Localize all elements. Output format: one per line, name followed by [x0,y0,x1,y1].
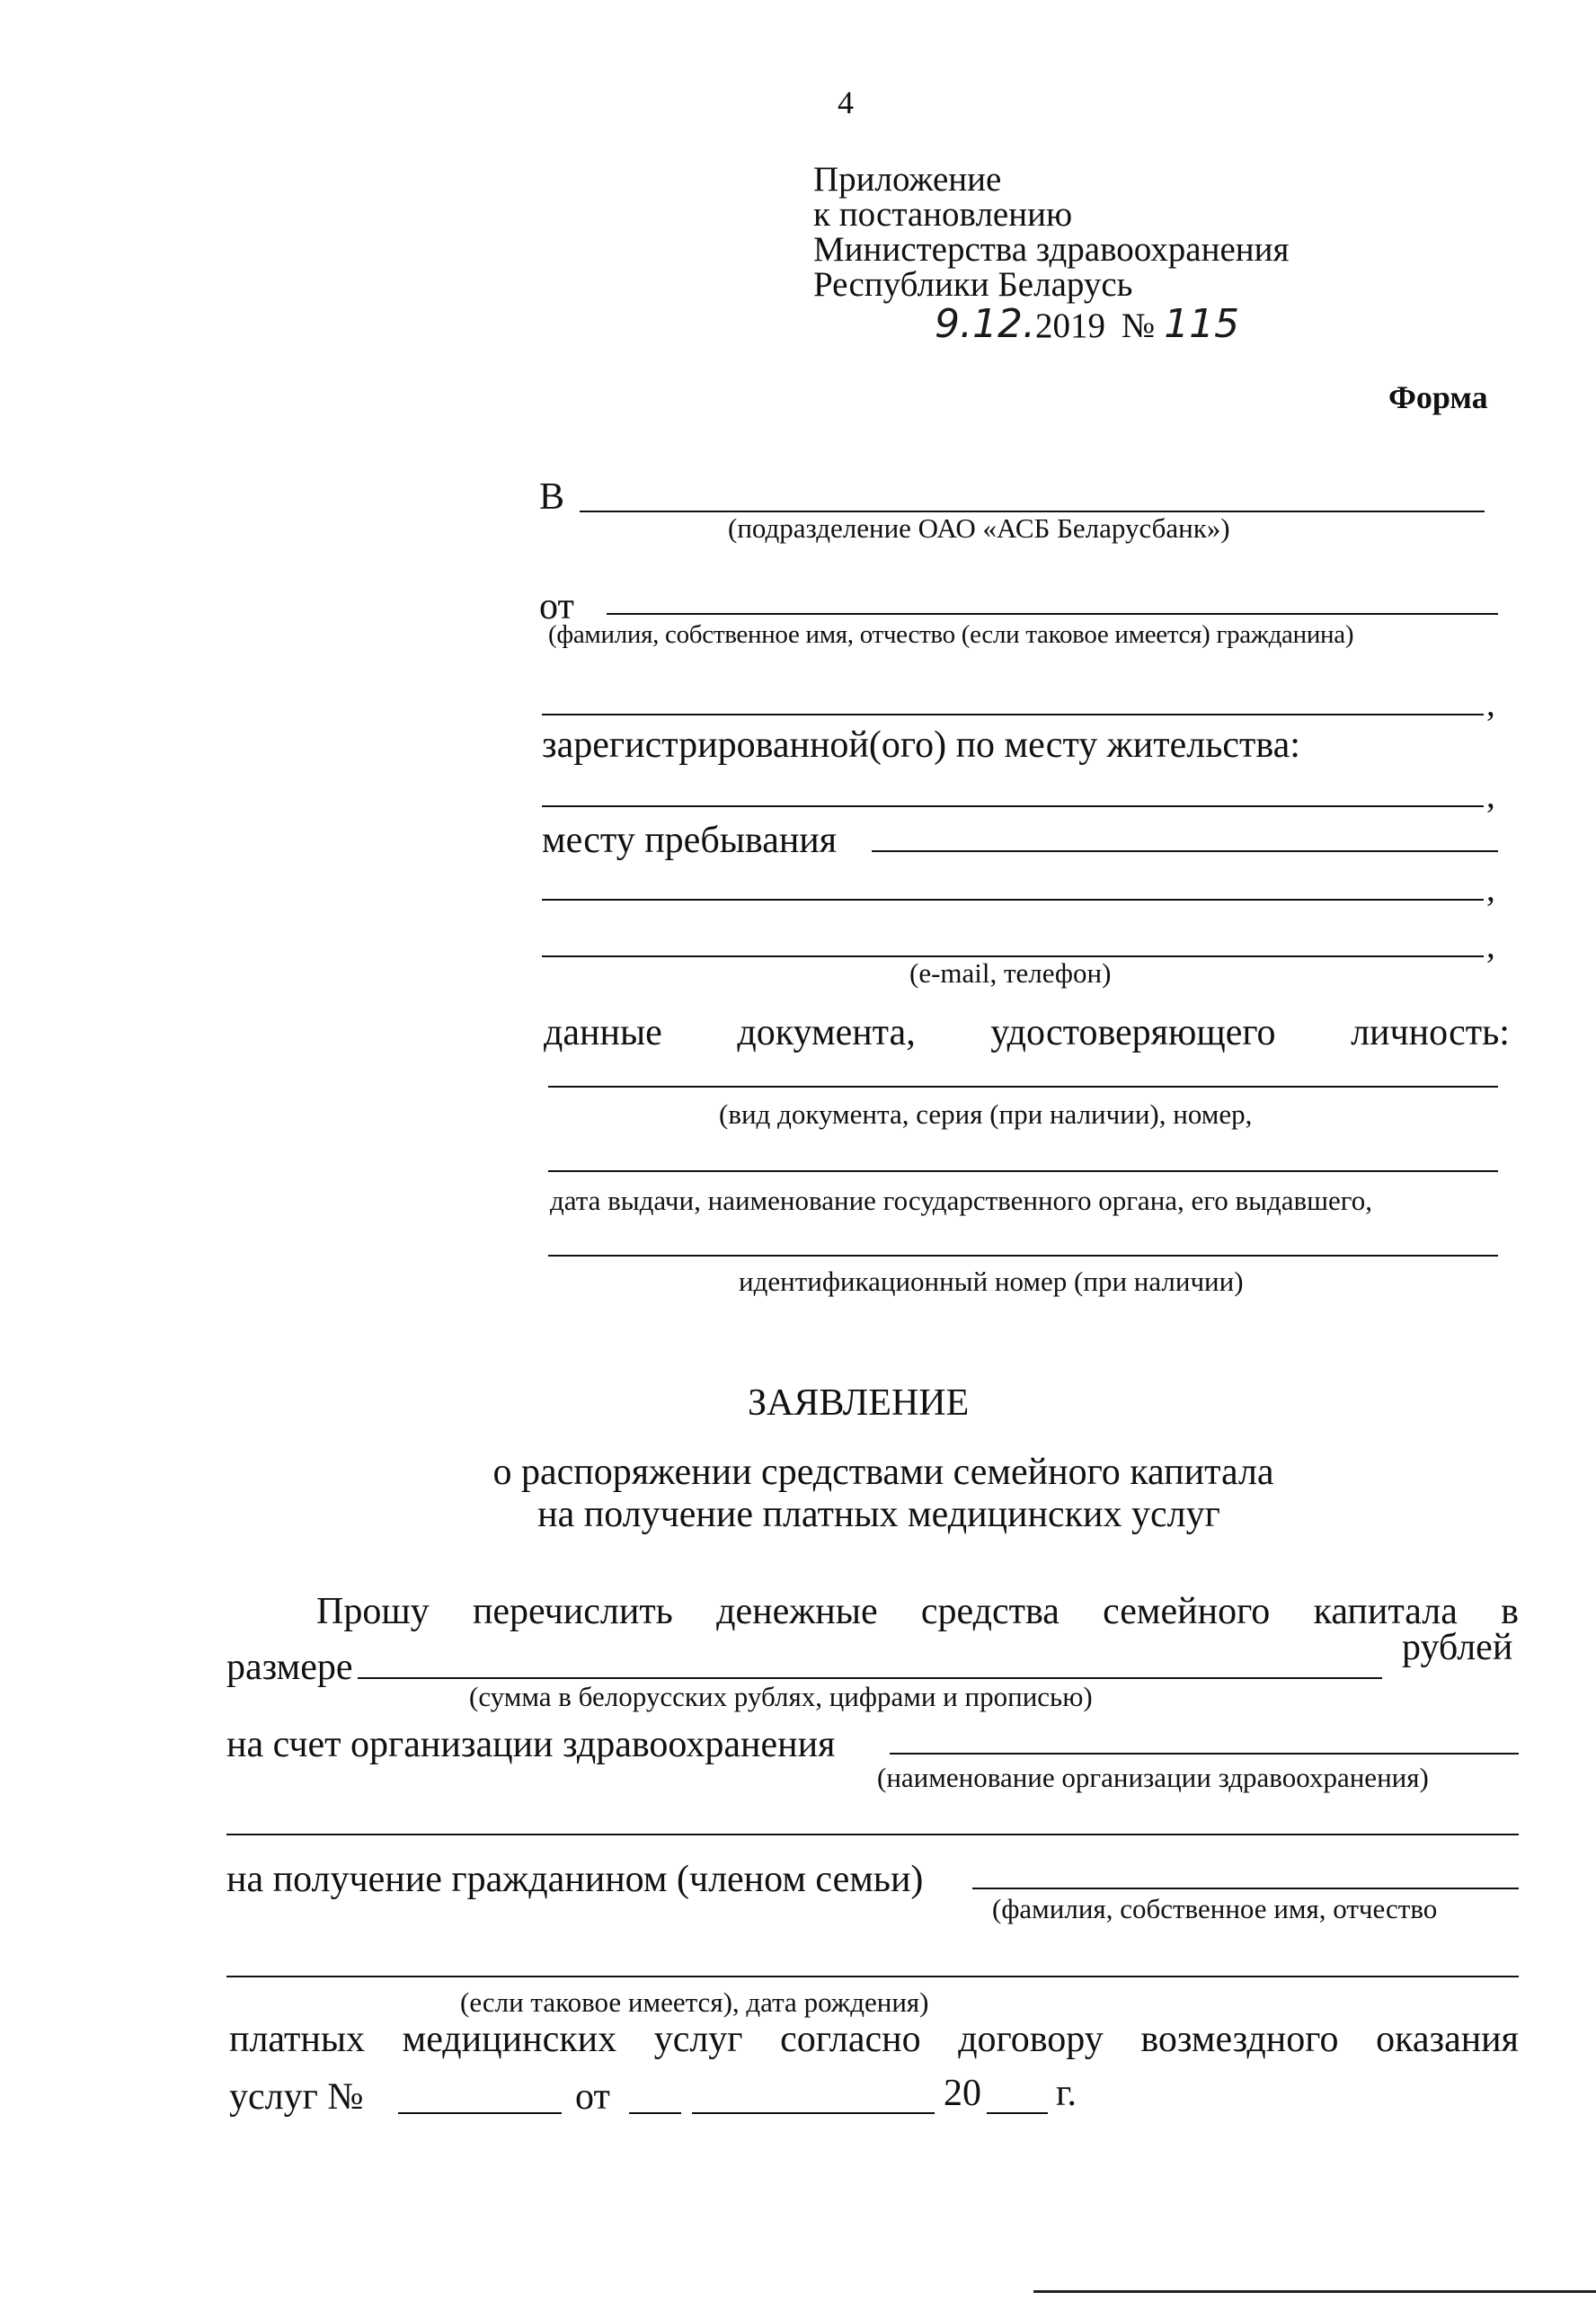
recipient-field-line[interactable] [972,1888,1519,1889]
contact-caption: (e-mail, телефон) [909,957,1112,989]
page-number: 4 [838,84,854,120]
comma-4: , [1486,927,1495,965]
appendix-line-4: Республики Беларусь [813,265,1133,304]
account-field-line[interactable] [890,1753,1519,1755]
doc-caption-1: (вид документа, серия (при наличии), номер, [719,1098,1253,1130]
doc-caption-2: дата выдачи, наименование государственного органа, его выдавшего, [550,1185,1372,1216]
account-label: на счет организации здравоохранения [226,1724,836,1765]
amount-suffix: рублей [1402,1627,1513,1668]
services-line [229,2021,1519,2058]
handwritten-date: 9.12. [935,301,1035,347]
contract-year-line[interactable] [987,2112,1048,2114]
appendix-line-1: Приложение [813,160,1002,199]
doc-word-1: данные [544,1012,662,1053]
subtitle-line-1: о распоряжении средствами семейного капитала [492,1452,1274,1493]
appendix-year: 2019 [1034,307,1105,345]
para1-word-2: перечислить [472,1591,673,1632]
account-continuation-line[interactable] [226,1834,1519,1835]
to-prefix: В [539,476,565,518]
contract-day-line[interactable] [629,2112,681,2114]
comma-1: , [1486,685,1495,724]
stay-field-line[interactable] [872,850,1498,852]
services-word-3: услуг [653,2019,743,2060]
services-word-4: согласно [780,2019,921,2060]
contract-from: от [575,2076,610,2118]
number-sign: № [1121,307,1156,345]
form-label: Форма [1388,379,1488,415]
name-continuation-line[interactable] [542,714,1484,715]
doc-word-3: удостоверяющего [990,1012,1276,1053]
account-caption: (наименование организации здравоохранения) [877,1762,1429,1793]
appendix-line-2: к постановлению [813,195,1073,234]
services-word-5: договору [958,2019,1104,2060]
appendix-date-line [935,301,1239,347]
contract-number-line[interactable] [398,2112,562,2114]
from-prefix: от [539,586,574,627]
handwritten-number: 115 [1164,301,1240,347]
doc-line-2[interactable] [548,1170,1498,1172]
registered-label: зарегистрированной(ого) по месту жительства: [542,724,1300,766]
para1-word-7: в [1501,1591,1519,1632]
services-word-1: платных [229,2019,366,2060]
amount-prefix: размере [226,1647,353,1688]
from-field-line[interactable] [607,613,1498,615]
amount-caption: (сумма в белорусских рублях, цифрами и прописью) [469,1681,1093,1712]
doc-label [544,1014,1510,1052]
recipient-caption-1: (фамилия, собственное имя, отчество [992,1893,1438,1924]
to-caption: (подразделение ОАО «АСБ Беларусбанк») [728,512,1230,544]
contract-prefix: услуг № [229,2076,364,2118]
subtitle-line-2: на получение платных медицинских услуг [537,1494,1220,1535]
amount-field-line[interactable] [358,1677,1382,1679]
doc-line-3[interactable] [548,1255,1498,1257]
contract-year-suffix: г. [1056,2073,1077,2114]
recipient-label: на получение гражданином (членом семьи) [226,1859,924,1900]
document-title: ЗАЯВЛЕНИЕ [748,1382,970,1424]
doc-line-1[interactable] [548,1086,1498,1088]
from-caption: (фамилия, собственное имя, отчество (если таковое имеется) гражданина) [548,620,1354,649]
stay-label: месту пребывания [542,820,838,861]
comma-2: , [1486,777,1495,815]
doc-word-2: документа, [737,1012,916,1053]
services-word-7: оказания [1376,2019,1519,2060]
contract-month-line[interactable] [692,2112,935,2114]
recipient-continuation-line[interactable] [226,1976,1519,1977]
contract-year-prefix: 20 [944,2073,981,2114]
stay-continuation-line[interactable] [542,899,1484,901]
appendix-line-3: Министерства здравоохранения [813,230,1290,269]
residence-line[interactable] [542,805,1484,807]
services-word-6: возмездного [1140,2019,1339,2060]
para1-word-5: семейного [1103,1591,1271,1632]
doc-word-4: личность: [1351,1012,1510,1053]
para1-word-6: капитала [1313,1591,1458,1632]
scan-edge-line [1033,2290,1596,2293]
para1-word-1: Прошу [316,1591,430,1632]
para1-word-4: средства [920,1591,1060,1632]
services-word-2: медицинских [402,2019,617,2060]
comma-3: , [1486,870,1495,909]
para1-line [316,1593,1519,1630]
para1-word-3: денежные [716,1591,878,1632]
recipient-caption-2: (если таковое имеется), дата рождения) [460,1986,929,2018]
doc-caption-3: идентификационный номер (при наличии) [739,1266,1244,1297]
